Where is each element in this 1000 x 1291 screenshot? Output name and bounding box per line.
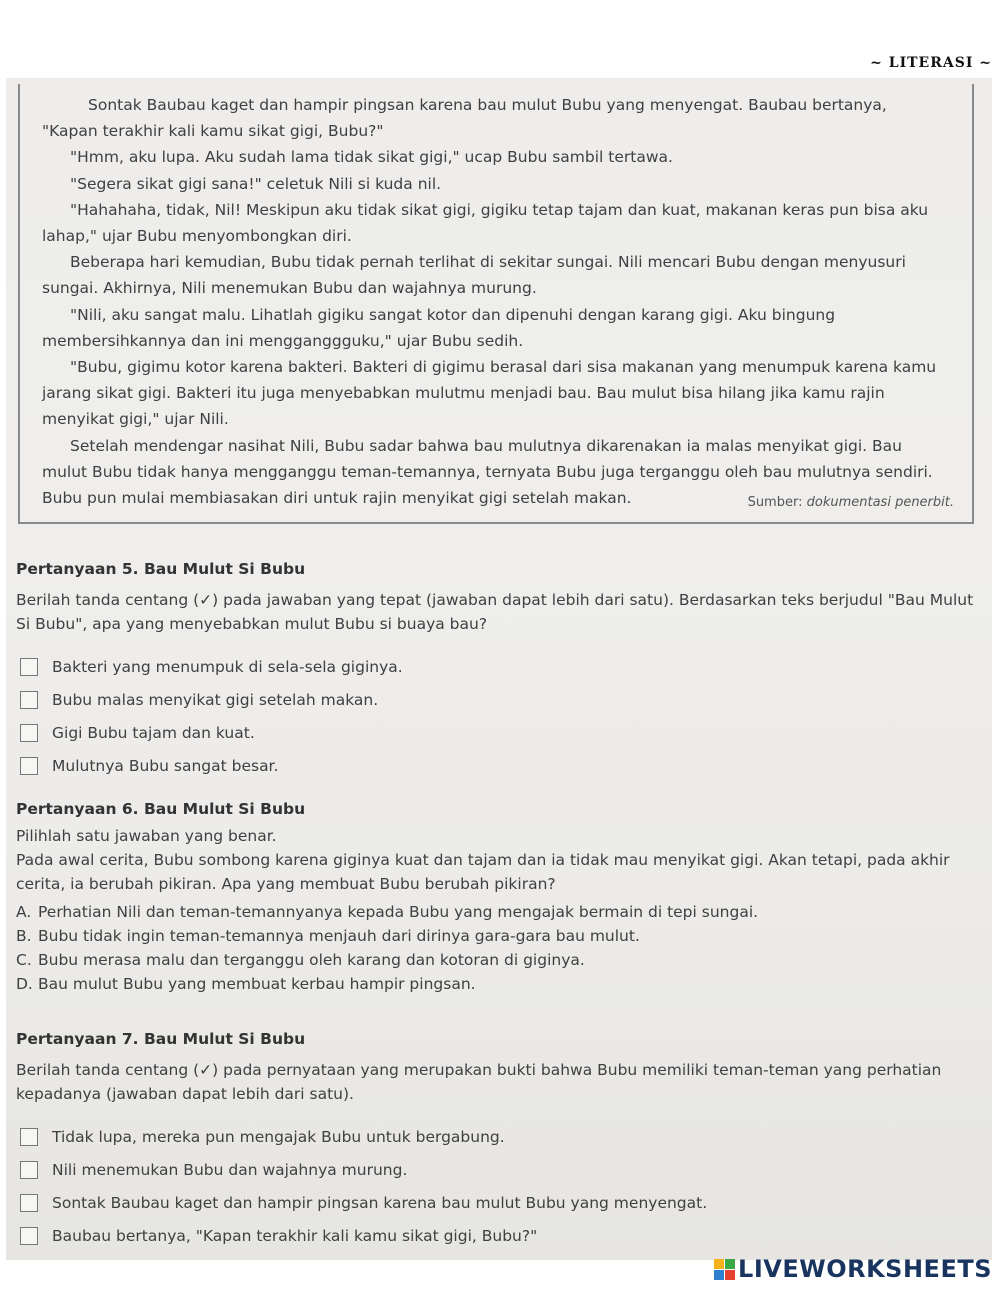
story-source [748, 495, 954, 510]
page-header-literasi: ~ LITERASI ~ [870, 55, 992, 71]
checkbox[interactable] [20, 724, 38, 742]
liveworksheets-logo-icon [714, 1259, 735, 1280]
option-letter: D. [16, 975, 33, 993]
source-value: dokumentasi penerbit. [806, 495, 954, 510]
question-6 [16, 800, 976, 996]
logo-square [714, 1270, 724, 1280]
question-5-option[interactable] [16, 650, 976, 683]
question-5-option[interactable] [16, 749, 976, 782]
question-5-options [16, 650, 976, 782]
option-label: Bubu merasa malu dan terganggu oleh karang dan kotoran di giginya. [38, 951, 585, 969]
worksheet-photo [6, 78, 992, 1260]
story-paragraph: Setelah mendengar nasihat Nili, Bubu sadar bahwa bau mulutnya dikarenakan ia malas menyikat gigi. Bau mulut Bubu tidak hanya mengganggu teman-temannya, ternyata Bubu juga terganggu oleh bau mulutnya sendiri. Bubu pun mulai membiasakan diri untuk rajin menyikat gigi setelah makan. [42, 436, 933, 508]
checkbox[interactable] [20, 1161, 38, 1179]
story-paragraph: "Hahahaha, tidak, Nil! Meskipun aku tidak sikat gigi, gigiku tetap tajam dan kuat, makanan keras pun bisa aku lahap," ujar Bubu menyombongkan diri. [42, 200, 929, 246]
question-7-options [16, 1120, 976, 1252]
story-paragraph: Beberapa hari kemudian, Bubu tidak pernah terlihat di sekitar sungai. Nili mencari Bubu dengan menyusuri sungai. Akhirnya, Nili menemukan Bubu dan wajahnya murung. [42, 253, 906, 298]
option-label: Perhatian Nili dan teman-temannyanya kepada Bubu yang mengajak bermain di tepi sungai. [38, 903, 759, 921]
question-7-option[interactable] [16, 1120, 976, 1153]
option-label: Sontak Baubau kaget dan hampir pingsan karena bau mulut Bubu yang menyengat. [52, 1193, 708, 1212]
source-label: Sumber: [747, 495, 803, 510]
story-paragraph: "Hmm, aku lupa. Aku sudah lama tidak sikat gigi," ucap Bubu sambil tertawa. [70, 148, 673, 167]
option-label: Bau mulut Bubu yang membuat kerbau hampir pingsan. [38, 975, 476, 993]
checkbox[interactable] [20, 1194, 38, 1212]
option-label: Tidak lupa, mereka pun mengajak Bubu untuk bergabung. [52, 1127, 505, 1146]
checkbox[interactable] [20, 691, 38, 709]
logo-square [714, 1259, 724, 1269]
option-label: Bubu tidak ingin teman-temannya menjauh dari dirinya gara-gara bau mulut. [38, 927, 640, 945]
checkbox[interactable] [20, 658, 38, 676]
question-5 [16, 560, 976, 782]
question-6-option[interactable] [16, 900, 976, 924]
option-label: Baubau bertanya, "Kapan terakhir kali kamu sikat gigi, Bubu?" [52, 1226, 538, 1245]
question-7-option[interactable] [16, 1186, 976, 1219]
option-label: Bubu malas menyikat gigi setelah makan. [52, 690, 379, 709]
checkbox[interactable] [20, 1128, 38, 1146]
liveworksheets-logo-text: LIVEWORKSHEETS [738, 1255, 992, 1283]
option-label: Nili menemukan Bubu dan wajahnya murung. [52, 1160, 408, 1179]
logo-square [725, 1270, 735, 1280]
question-6-option[interactable] [16, 972, 976, 996]
story-paragraph: "Nili, aku sangat malu. Lihatlah gigiku sangat kotor dan dipenuhi dengan karang gigi. Aku bingung membersihkannya dan ini mengganggguku," ujar Bubu sedih. [42, 305, 836, 350]
question-7-title: Pertanyaan 7. Bau Mulut Si Bubu [16, 1030, 306, 1048]
option-letter: B. [16, 927, 32, 945]
question-6-instruction: Pilihlah satu jawaban yang benar. [16, 827, 277, 845]
story-paragraph: "Bubu, gigimu kotor karena bakteri. Bakteri di gigimu berasal dari sisa makanan yang menumpuk karena kamu jarang sikat gigi. Bakteri itu juga menyebabkan mulutmu menjadi bau. Bau mulut bisa hilang jika kamu rajin menyikat gigi," ujar Nili. [42, 358, 937, 429]
question-7-option[interactable] [16, 1219, 976, 1252]
checkbox[interactable] [20, 1227, 38, 1245]
question-6-title: Pertanyaan 6. Bau Mulut Si Bubu [16, 800, 306, 818]
question-6-text: Pada awal cerita, Bubu sombong karena giginya kuat dan tajam dan ia tidak mau menyikat gigi. Akan tetapi, pada akhir cerita, ia berubah pikiran. Apa yang membuat Bubu berubah pikiran? [16, 851, 950, 893]
story-paragraph: "Segera sikat gigi sana!" celetuk Nili si kuda nil. [70, 174, 442, 193]
question-5-text: Berilah tanda centang (✓) pada jawaban yang tepat (jawaban dapat lebih dari satu). Berdasarkan teks berjudul "Bau Mulut Si Bubu", apa yang menyebabkan mulut Bubu si buaya bau? [16, 591, 974, 633]
option-letter: A. [16, 903, 32, 921]
checkbox[interactable] [20, 757, 38, 775]
story-box [18, 84, 974, 524]
question-6-option[interactable] [16, 948, 976, 972]
question-5-option[interactable] [16, 683, 976, 716]
question-7-text: Berilah tanda centang (✓) pada pernyataan yang merupakan bukti bahwa Bubu memiliki teman-teman yang perhatian kepadanya (jawaban dapat lebih dari satu). [16, 1061, 942, 1103]
question-6-option[interactable] [16, 924, 976, 948]
story-text [20, 84, 972, 511]
question-5-option[interactable] [16, 716, 976, 749]
question-7 [16, 1030, 976, 1252]
liveworksheets-logo [714, 1255, 992, 1283]
option-label: Bakteri yang menumpuk di sela-sela giginya. [52, 657, 403, 676]
option-letter: C. [16, 951, 32, 969]
question-6-options [16, 900, 976, 996]
question-7-option[interactable] [16, 1153, 976, 1186]
logo-square [725, 1259, 735, 1269]
story-paragraph: Sontak Baubau kaget dan hampir pingsan karena bau mulut Bubu yang menyengat. Baubau bertanya, "Kapan terakhir kali kamu sikat gigi, Bubu?" [42, 96, 887, 141]
option-label: Gigi Bubu tajam dan kuat. [52, 723, 255, 742]
question-5-title: Pertanyaan 5. Bau Mulut Si Bubu [16, 560, 306, 578]
option-label: Mulutnya Bubu sangat besar. [52, 756, 279, 775]
